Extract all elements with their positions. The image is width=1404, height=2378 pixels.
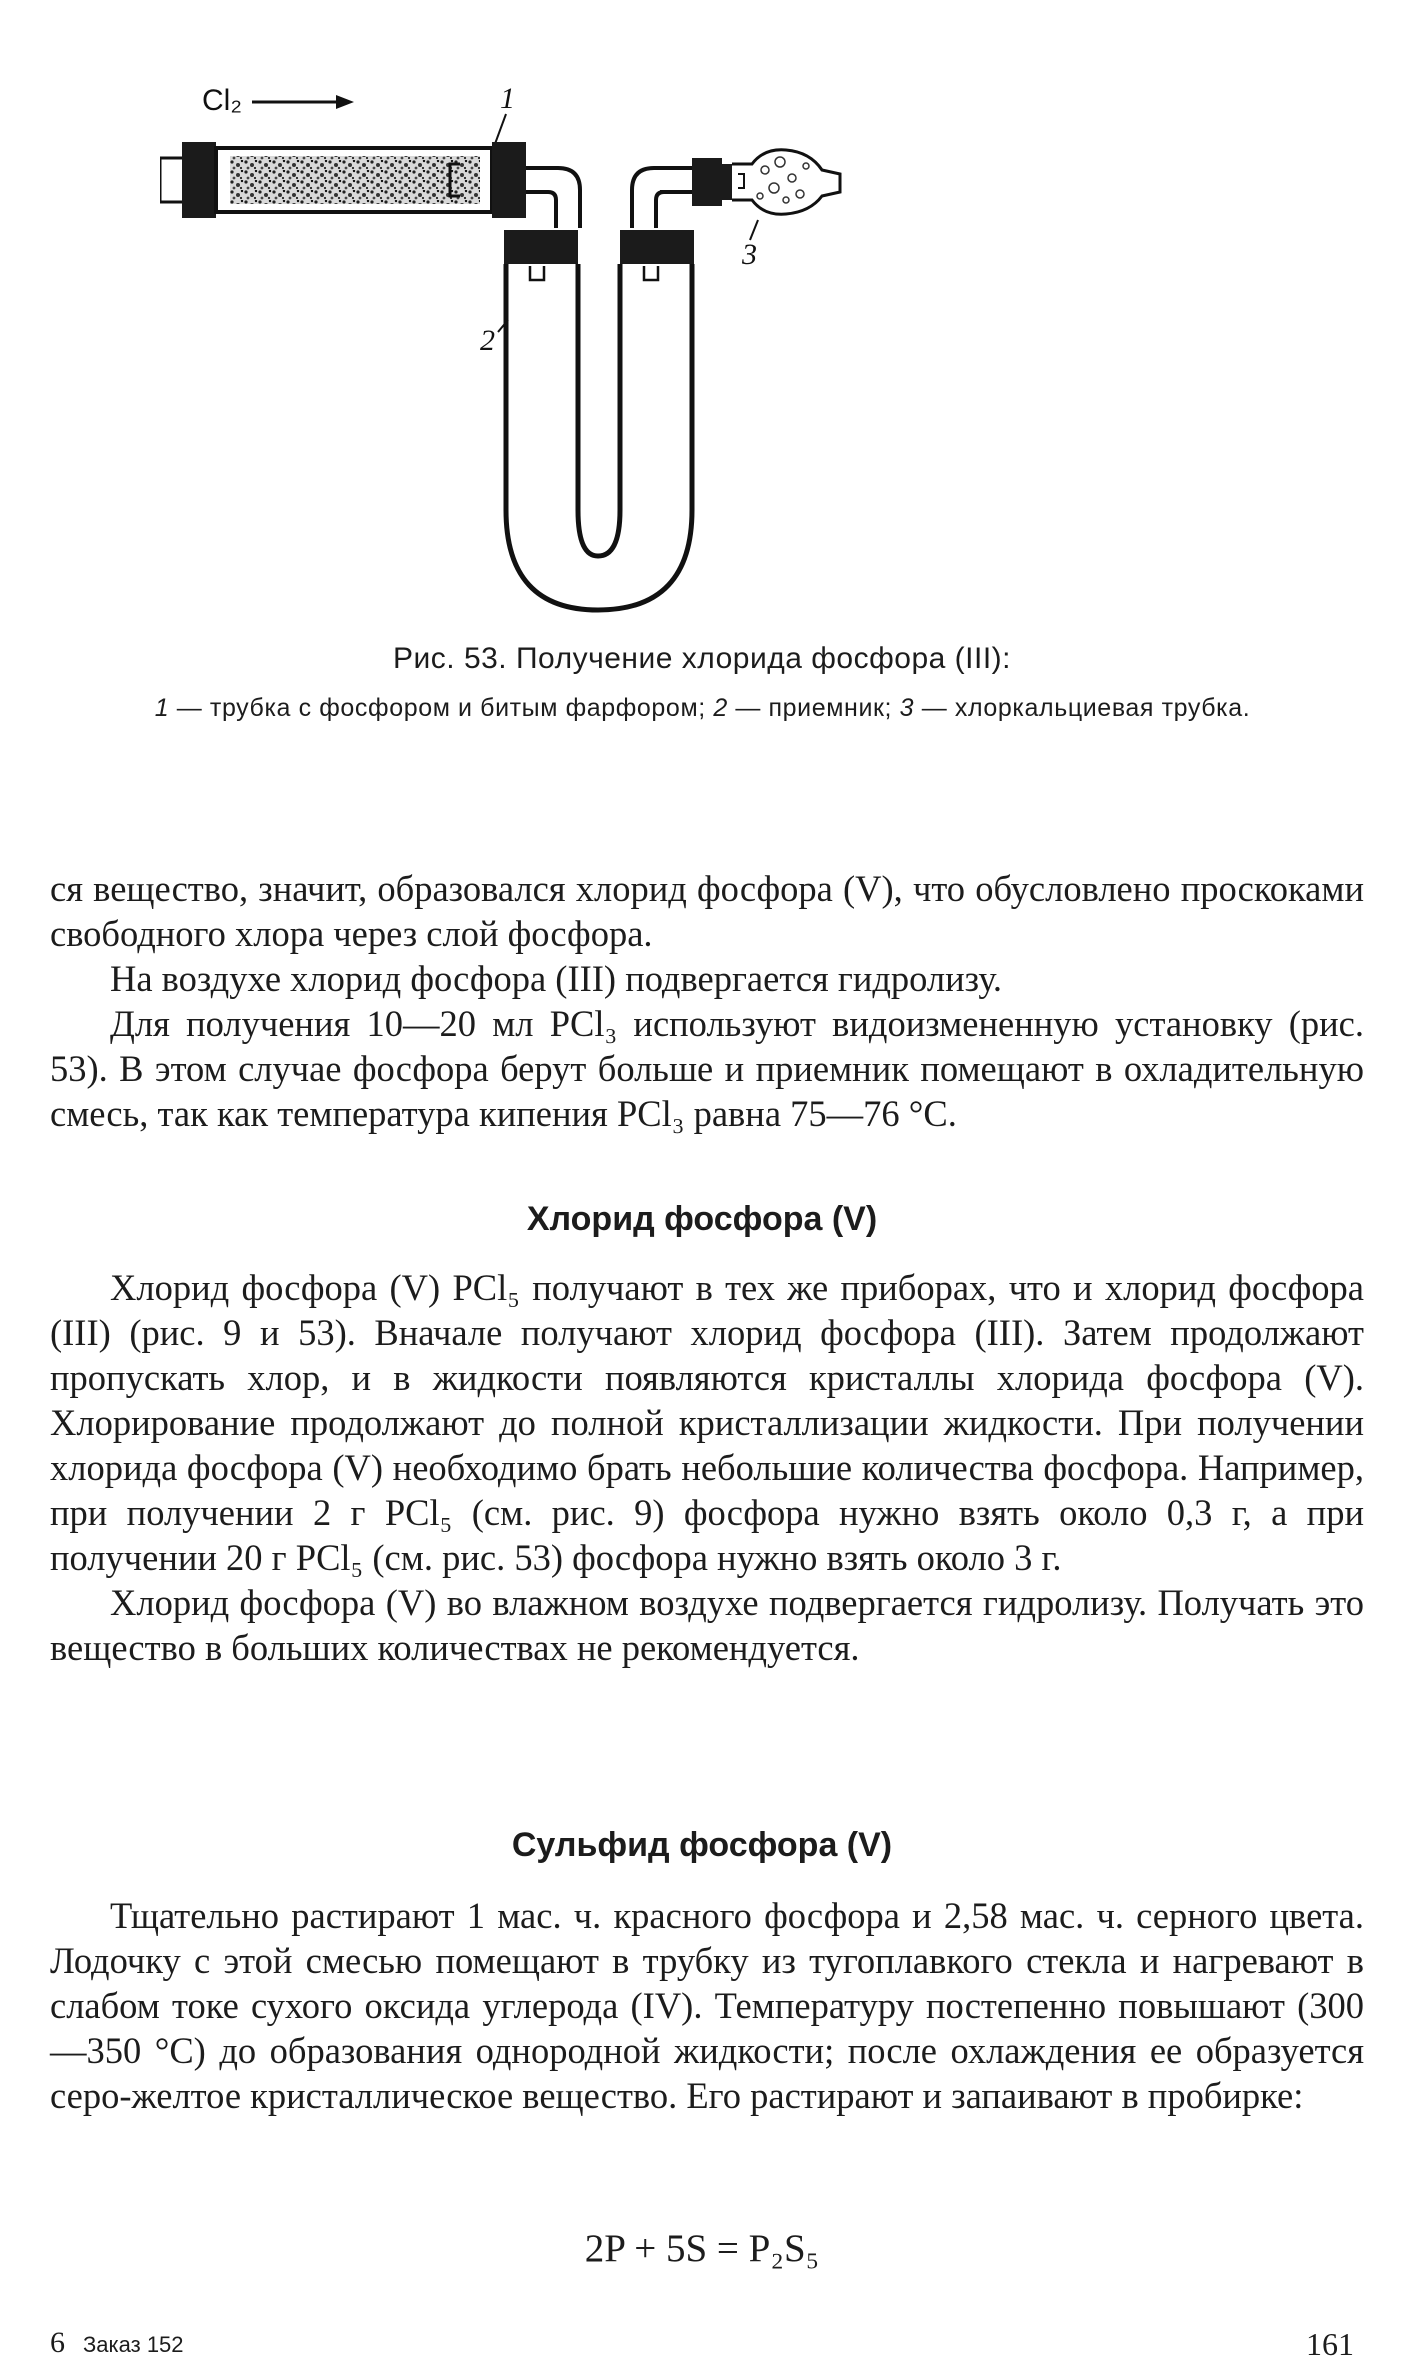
label-2: 2	[480, 324, 495, 357]
section-2	[50, 1265, 1364, 1670]
flow-arrow-head	[336, 95, 354, 109]
section-3	[50, 1893, 1364, 2118]
paragraph: ся вещество, значит, образовался хлорид фосфора (V), что обусловлено проскоками свободного хлора через слой фосфора.	[50, 868, 1364, 954]
phosphorus-tube	[160, 142, 526, 218]
section-1	[50, 866, 1364, 1136]
legend-num-2: 2	[713, 694, 728, 722]
paragraph: Для получения 10—20 мл PCl₃ используют видоизмененную установку (рис. 53). В этом случае фосфора берут больше и приемник помещают в охладительную смесь, так как температура кипения PCl₃ равна 75—76 °С.	[50, 1003, 1364, 1134]
gas-label: Cl₂	[202, 84, 242, 117]
figure-apparatus	[160, 70, 1240, 670]
order-number: Заказ 152	[83, 2332, 184, 2357]
footer-signature	[50, 2326, 184, 2360]
section-heading-p2s5: Сульфид фосфора (V)	[511, 1826, 893, 1864]
signature-number: 6	[50, 2326, 65, 2359]
reaction-equation: 2P + 5S = P₂S₅	[584, 2227, 820, 2270]
paragraph: На воздухе хлорид фосфора (III) подвергается гидролизу.	[110, 958, 1003, 999]
page-number: 161	[1306, 2326, 1354, 2362]
legend-num-3: 3	[899, 694, 915, 722]
paragraph: Хлорид фосфора (V) во влажном воздухе подвергается гидролизу. Получать это вещество в больших количествах не рекомендуется.	[50, 1582, 1364, 1668]
legend-text-2: — приемник;	[727, 694, 900, 722]
paragraph: Хлорид фосфора (V) PCl₅ получают в тех же приборах, что и хлорид фосфора (III) (рис. 9 и 53). Вначале получают хлорид фосфора (III). Затем продолжают пропускать хлор, и в жидкости появляются кристаллы хлорида фосфора (V). Хлорирование продолжают до полной кристаллизации жидкости. При получении хлорида фосфора (V) необходимо брать небольшие количества фосфора. Например, при получении 2 г PCl₅ (см. рис. 9) фосфора нужно взять около 0,3 г, а при получении 20 г PCl₅ (см. рис. 53) фосфора нужно взять около 3 г.	[50, 1267, 1364, 1578]
section-heading-pcl5: Хлорид фосфора (V)	[526, 1200, 878, 1238]
figure-caption-legend	[40, 694, 1365, 723]
legend-num-1: 1	[154, 694, 170, 722]
legend-text-3: — хлоркальциевая трубка.	[914, 694, 1251, 722]
figure-caption-title: Рис. 53. Получение хлорида фосфора (III):	[393, 642, 1011, 675]
phosphorus-filling	[230, 156, 480, 204]
receiver-u-tube	[504, 230, 694, 610]
paragraph: Тщательно растирают 1 мас. ч. красного фосфора и 2,58 мас. ч. серного цвета. Лодочку с этой смесью помещают в трубку из тугоплавкого стекла и нагревают в слабом токе сухого оксида углерода (IV). Температуру постепенно повышают (300—350 °С) до образования однородной жидкости; после охлаждения ее образуется серо-желтое кристаллическое вещество. Его растирают и запаивают в пробирке:	[50, 1895, 1364, 2116]
calcium-chloride-tube	[692, 150, 840, 214]
label-3: 3	[742, 238, 757, 271]
label-1: 1	[500, 82, 515, 115]
legend-text-1: — трубка с фосфором и битым фарфором;	[169, 694, 714, 722]
